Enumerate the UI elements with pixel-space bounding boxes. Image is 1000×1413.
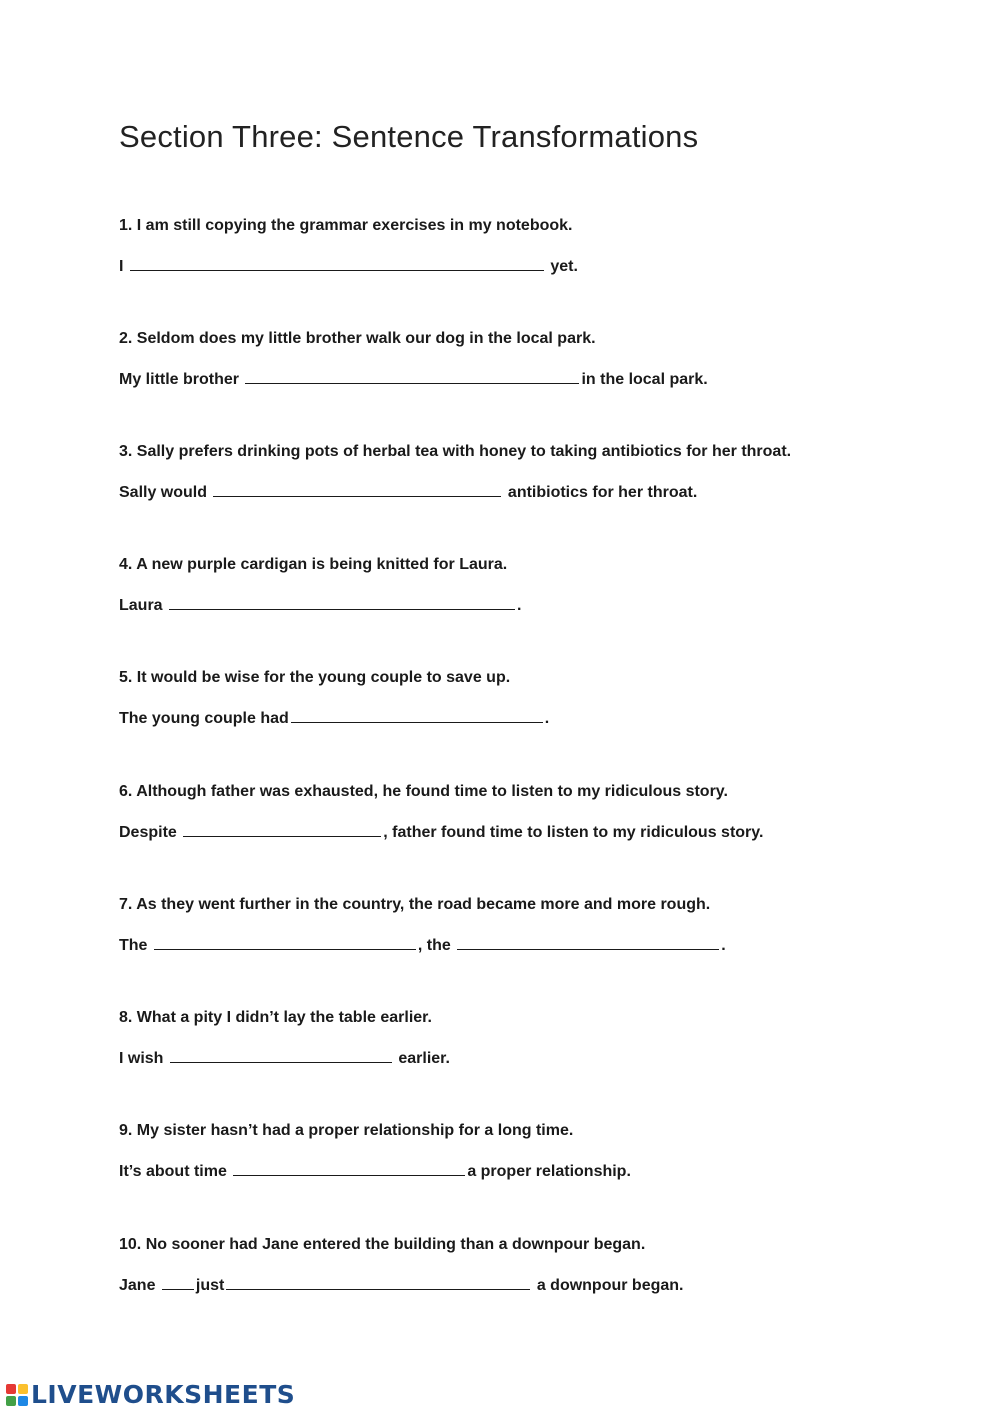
logo-square xyxy=(6,1384,16,1394)
answer-blank[interactable] xyxy=(162,1273,194,1290)
answer-text: yet. xyxy=(545,258,578,275)
answer-text: Despite xyxy=(119,824,182,841)
footer-logo[interactable] xyxy=(6,1382,295,1408)
exercise-prompt: 6. Although father was exhausted, he found time to listen to my ridiculous story. xyxy=(119,783,728,800)
answer-line xyxy=(119,820,763,843)
answer-line xyxy=(119,706,549,729)
answer-line xyxy=(119,1159,631,1182)
answer-text: I xyxy=(119,258,128,275)
answer-text: . xyxy=(721,937,726,954)
answer-line xyxy=(119,1273,683,1296)
answer-blank[interactable] xyxy=(245,367,579,384)
answer-text: in the local park. xyxy=(581,371,708,388)
answer-line xyxy=(119,480,697,503)
exercise-prompt: 9. My sister hasn’t had a proper relationship for a long time. xyxy=(119,1122,574,1139)
logo-square xyxy=(18,1396,28,1406)
answer-text: Jane xyxy=(119,1277,160,1294)
answer-text: Laura xyxy=(119,597,168,614)
liveworksheets-logo-icon xyxy=(6,1384,28,1406)
answer-text: antibiotics for her throat. xyxy=(503,484,698,501)
logo-square xyxy=(6,1396,16,1406)
answer-text: The young couple had xyxy=(119,710,289,727)
exercise-prompt: 3. Sally prefers drinking pots of herbal tea with honey to taking antibiotics for her throat. xyxy=(119,443,792,460)
answer-blank[interactable] xyxy=(130,254,544,271)
answer-blank[interactable] xyxy=(226,1273,530,1290)
exercise-prompt: 1. I am still copying the grammar exercises in my notebook. xyxy=(119,217,573,234)
answer-text: . xyxy=(517,597,522,614)
answer-blank[interactable] xyxy=(154,933,416,950)
answer-blank[interactable] xyxy=(291,706,543,723)
exercise-prompt: 8. What a pity I didn’t lay the table earlier. xyxy=(119,1009,432,1026)
exercise-prompt: 4. A new purple cardigan is being knitted for Laura. xyxy=(119,556,508,573)
answer-blank[interactable] xyxy=(170,1046,392,1063)
answer-text: The xyxy=(119,937,152,954)
answer-text: . xyxy=(544,710,550,727)
logo-square xyxy=(18,1384,28,1394)
answer-text: a proper relationship. xyxy=(467,1163,631,1180)
answer-text: a downpour began. xyxy=(532,1277,684,1294)
exercise-prompt: 5. It would be wise for the young couple to save up. xyxy=(119,669,511,686)
answer-line xyxy=(119,933,726,956)
answer-text: It’s about time xyxy=(119,1163,232,1180)
answer-line xyxy=(119,1046,450,1069)
logo-text: LIVEWORKSHEETS xyxy=(31,1380,296,1409)
answer-blank[interactable] xyxy=(183,820,381,837)
answer-blank[interactable] xyxy=(233,1159,465,1176)
answer-text: My little brother xyxy=(119,371,244,388)
exercise-prompt: 10. No sooner had Jane entered the building than a downpour began. xyxy=(119,1236,646,1253)
answer-blank[interactable] xyxy=(213,480,501,497)
answer-text: I wish xyxy=(119,1050,168,1067)
answer-text: , father found time to listen to my ridiculous story. xyxy=(383,824,764,841)
answer-text: just xyxy=(195,1277,225,1294)
answer-line xyxy=(119,367,708,390)
exercise-prompt: 7. As they went further in the country, the road became more and more rough. xyxy=(119,896,711,913)
answer-blank[interactable] xyxy=(169,593,515,610)
exercise-prompt: 2. Seldom does my little brother walk our dog in the local park. xyxy=(119,330,596,347)
answer-line xyxy=(119,254,578,277)
answer-line xyxy=(119,593,521,616)
page-title: Section Three: Sentence Transformations xyxy=(119,119,699,154)
answer-text: Sally would xyxy=(119,484,212,501)
answer-text: earlier. xyxy=(393,1050,450,1067)
answer-text: , the xyxy=(417,937,456,954)
answer-blank[interactable] xyxy=(457,933,719,950)
